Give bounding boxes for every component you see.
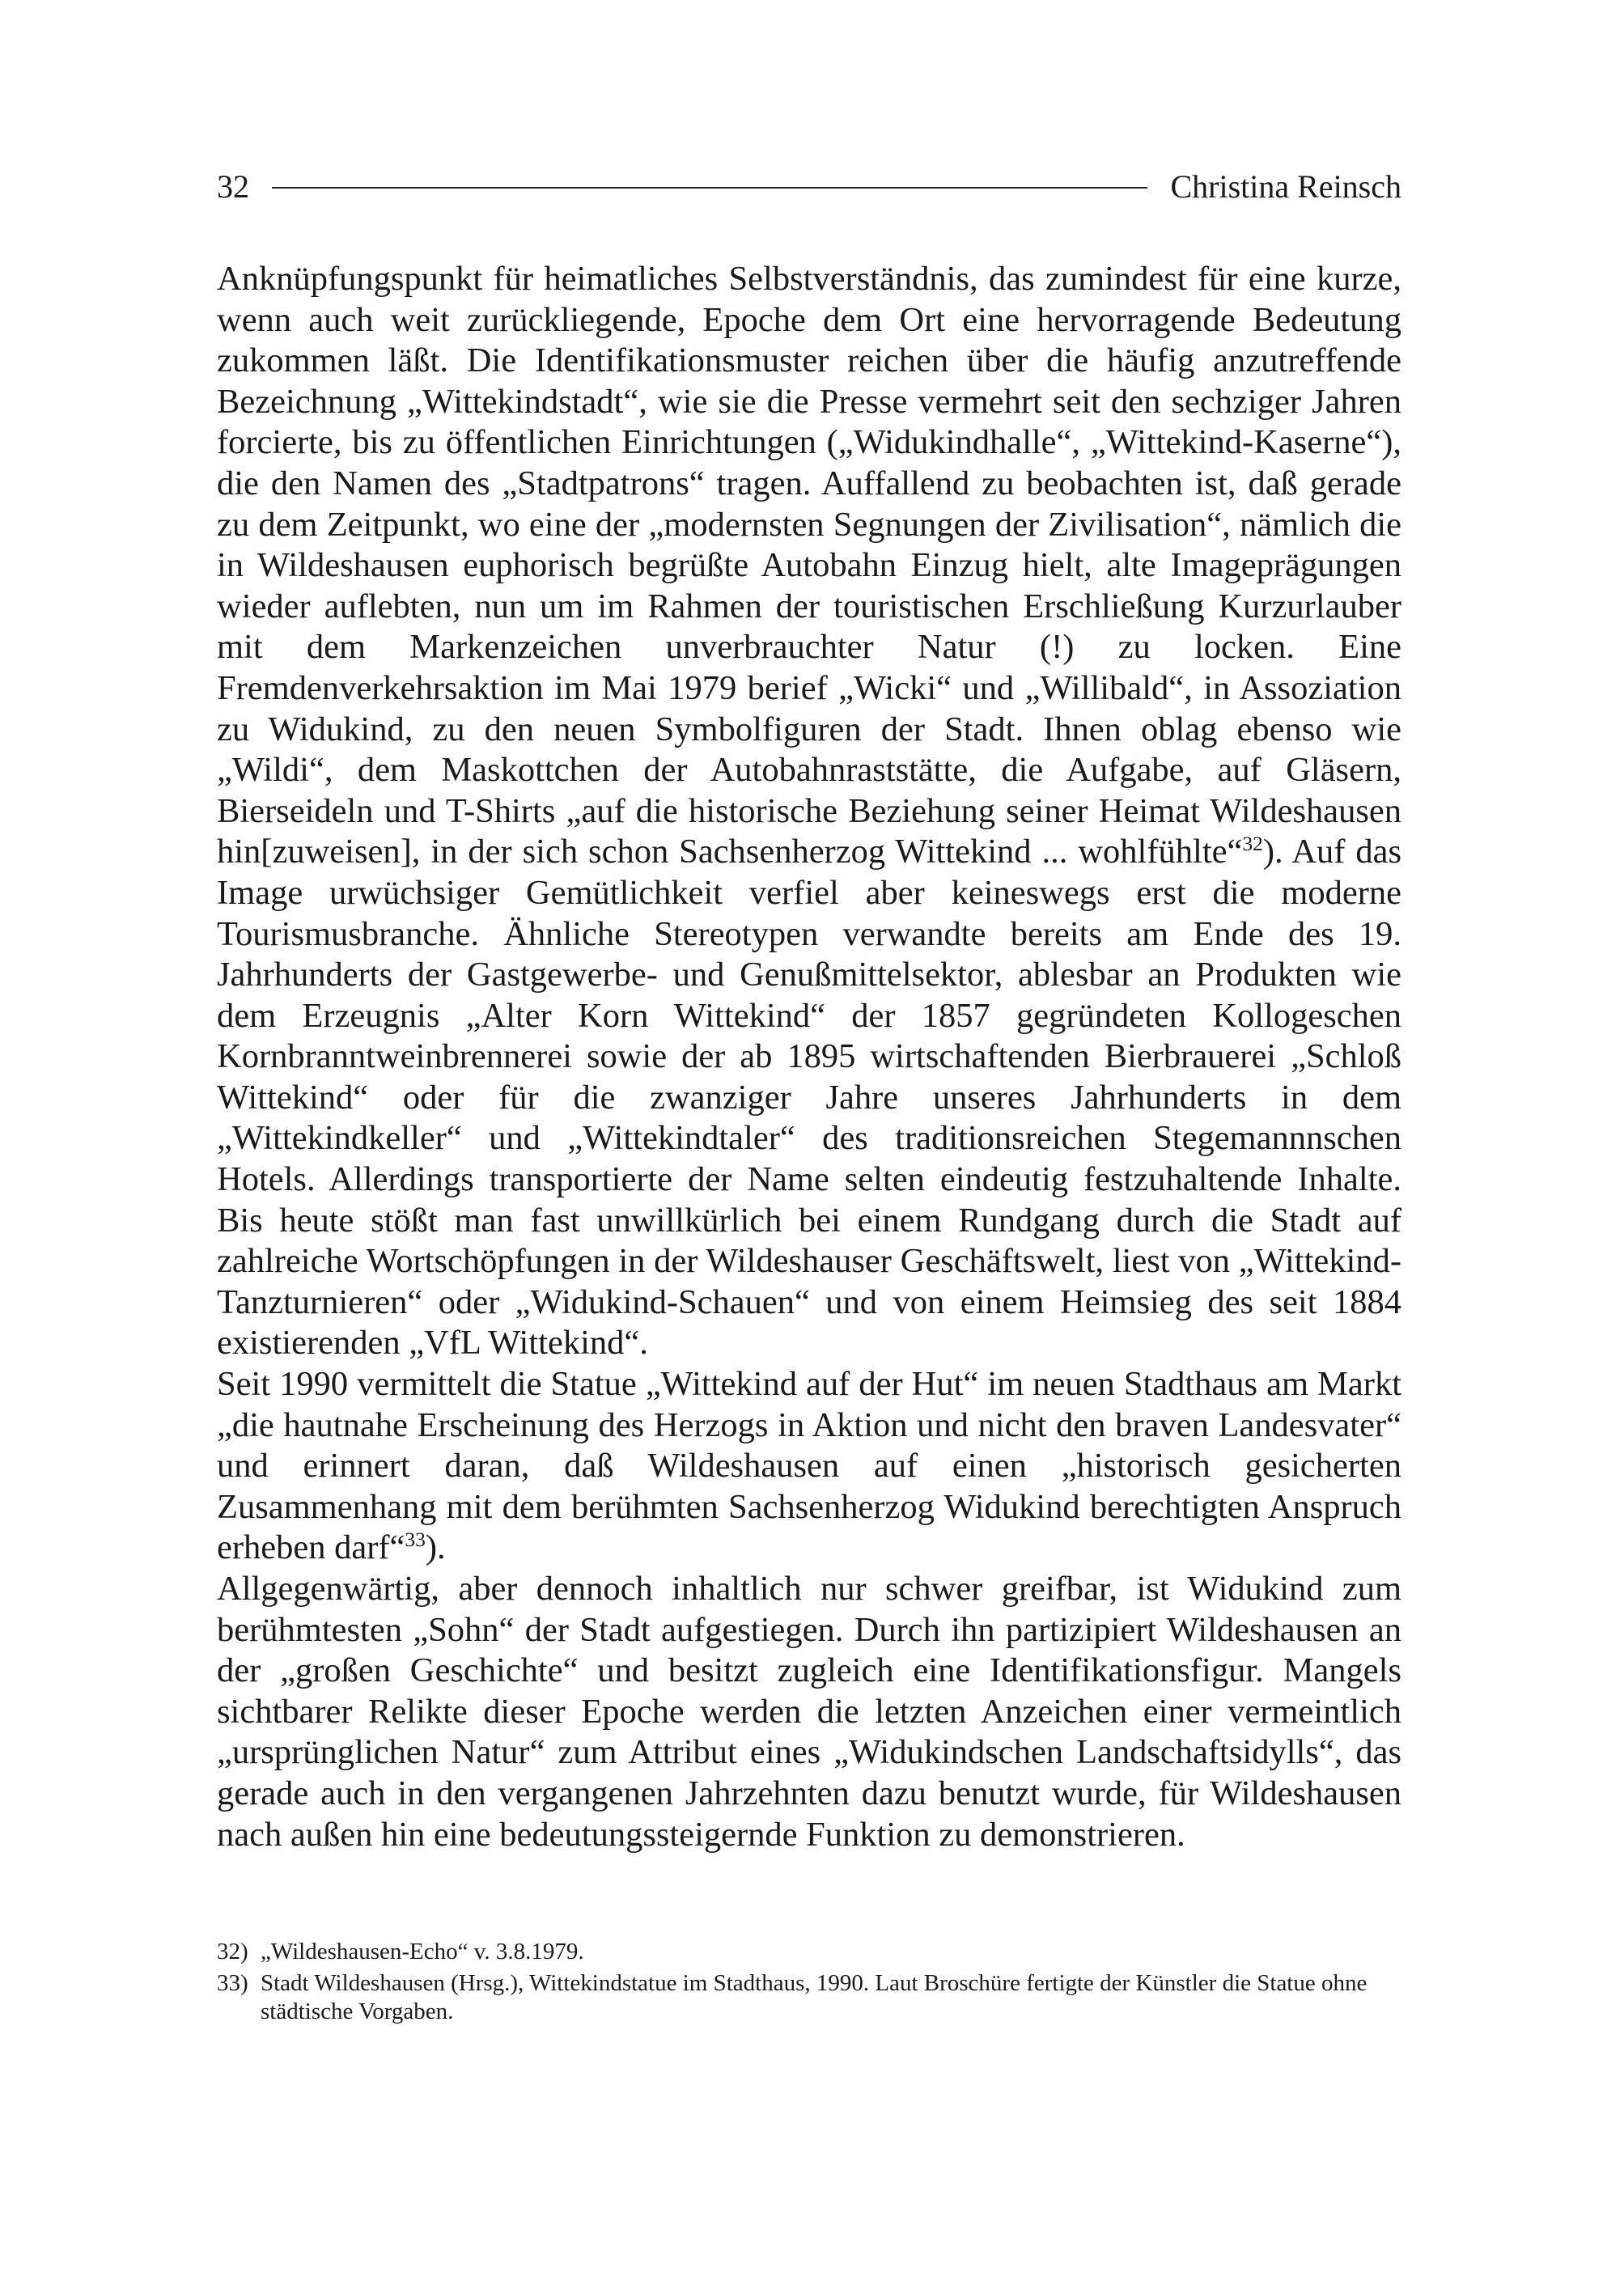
body-text bbox=[217, 259, 1401, 1855]
paragraph-text: Allgegenwärtig, aber dennoch inhaltlich nur schwer greifbar, ist Widukind zum berühmtesten „Sohn“ der Stadt aufgestiegen. Durch ihn partizipiert Wildeshausen an der „großen Geschichte“ und besitzt zugleich eine Identifikationsfigur. Mangels sichtbarer Relikte dieser Epoche werden die letzten Anzeichen einer vermeintlich „ursprünglichen Natur“ zum Attribut eines „Widukindschen Landschaftsidylls“, das gerade auch in den vergangenen Jahrzehnten dazu benutzt wurde, für Wildeshausen nach außen hin eine bedeutungssteigernde Funktion zu demonstrieren. bbox=[217, 1570, 1401, 1854]
footnote-number: 32) bbox=[217, 1939, 248, 1965]
footnote-number: 33) bbox=[217, 1970, 248, 1996]
paragraph bbox=[217, 1569, 1401, 1855]
paragraph bbox=[217, 1364, 1401, 1569]
footnote-ref: 32 bbox=[1242, 832, 1263, 856]
footnote bbox=[217, 1938, 1401, 1966]
footnote-text: Stadt Wildeshausen (Hrsg.), Wittekindstatue im Stadthaus, 1990. Laut Broschüre fertigte der Künstler die Statue ohne städtische Vorgaben. bbox=[261, 1970, 1367, 2024]
running-head-author: Christina Reinsch bbox=[1170, 167, 1401, 205]
running-head bbox=[217, 162, 1401, 210]
paragraph bbox=[217, 259, 1401, 1364]
page-number: 32 bbox=[217, 167, 249, 205]
footnote-text: „Wildeshausen-Echo“ v. 3.8.1979. bbox=[261, 1939, 584, 1965]
paragraph-text: ). bbox=[425, 1528, 446, 1567]
paragraph-text: Anknüpfungspunkt für heimatliches Selbstverständnis, das zumindest für eine kurze, wenn auch weit zurückliegende, Epoche dem Ort eine hervorragende Bedeutung zukommen läßt. Die Identifikationsmuster reichen über die häufig anzutreffende Bezeichnung „Wittekindstadt“, wie sie die Presse vermehrt seit den sechziger Jahren forcierte, bis zu öffentlichen Einrichtungen („Widukindhalle“, „Wittekind-Kaserne“), die den Namen des „Stadtpatrons“ tragen. Auffallend zu beobachten ist, daß gerade zu dem Zeitpunkt, wo eine der „modernsten Segnungen der Zivilisation“, nämlich die in Wildeshausen euphorisch begrüßte Autobahn Einzug hielt, alte Imageprägungen wieder auflebten, nun um im Rahmen der touristischen Erschließung Kurzurlauber mit dem Markenzeichen unverbrauchter Natur (!) zu locken. Eine Fremdenverkehrsaktion im Mai 1979 berief „Wicki“ und „Willibald“, in Assoziation zu Widukind, zu den neuen Symbolfiguren der Stadt. Ihnen oblag ebenso wie „Wildi“, dem Maskottchen der Autobahnraststätte, die Aufgabe, auf Gläsern, Bierseideln und T-Shirts „auf die historische Beziehung seiner Heimat Wildeshausen hin[zuweisen], in der sich schon Sachsenherzog Wittekind ... wohlfühlte“ bbox=[217, 260, 1401, 871]
header-rule bbox=[272, 187, 1147, 189]
paragraph-text: ). Auf das Image urwüchsiger Gemütlichkeit verfiel aber keineswegs erst die moderne Tourismusbranche. Ähnliche Stereotypen verwandte bereits am Ende des 19. Jahrhunderts der Gastgewerbe- und Genußmittelsektor, ablesbar an Produkten wie dem Erzeugnis „Alter Korn Wittekind“ der 1857 gegründeten Kollogeschen Kornbranntweinbrennerei sowie der ab 1895 wirtschaftenden Bierbrauerei „Schloß Wittekind“ oder für die zwanziger Jahre unseres Jahrhunderts in dem „Wittekindkeller“ und „Wittekindtaler“ des traditionsreichen Stegemannnschen Hotels. Allerdings transportierte der Name selten eindeutig festzuhaltende Inhalte. Bis heute stößt man fast unwillkürlich bei einem Rundgang durch die Stadt auf zahlreiche Wortschöpfungen in der Wildeshauser Geschäftswelt, liest von „Wittekind-Tanzturnieren“ oder „Widukind-Schauen“ und von einem Heimsieg des seit 1884 existierenden „VfL Wittekind“. bbox=[217, 833, 1402, 1363]
footnote bbox=[217, 1969, 1401, 2026]
paragraph-text: Seit 1990 vermittelt die Statue „Wittekind auf der Hut“ im neuen Stadthaus am Markt „die hautnahe Erscheinung des Herzogs in Aktion und nicht den braven Landesvater“ und erinnert daran, daß Wildeshausen auf einen „historisch gesicherten Zusammenhang mit dem berühmten Sachsenherzog Widukind berechtigten Anspruch erheben darf“ bbox=[217, 1365, 1401, 1567]
footnotes bbox=[217, 1938, 1401, 2029]
footnote-ref: 33 bbox=[405, 1528, 426, 1552]
